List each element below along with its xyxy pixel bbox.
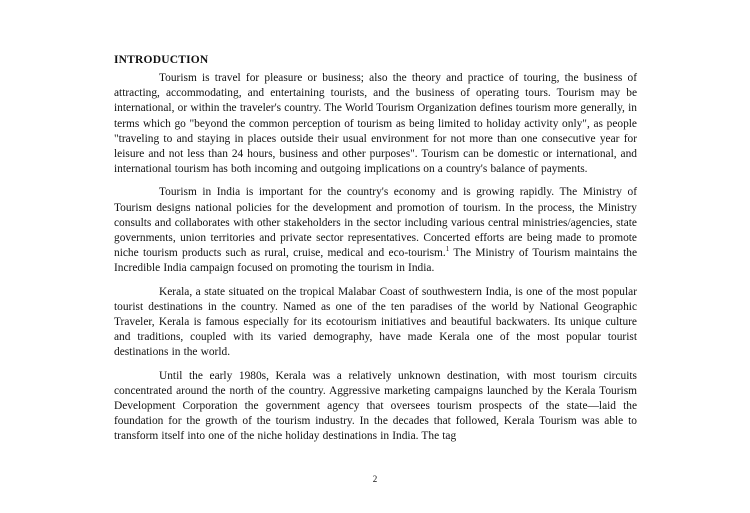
section-heading: INTRODUCTION [114,54,209,66]
paragraph-text: Tourism in India is important for the country's economy and is growing rapidly. The Ministry of Tourism designs national policies for the development and promotion of tourism. In the process, the Ministry consults and collaborates with other stakeholders in the sector including various central ministries/agencies, state governments, union territories and private sector representatives. Concerted efforts are being made to promote niche tourism products such as rural, cruise, medical and eco-tourism. [114,186,637,260]
paragraph-tourism-definition: Tourism is travel for pleasure or business; also the theory and practice of touring, the business of attracting, accommodating, and entertaining tourists, and the business of operating tours. Tourism may be international, or within the traveler's country. The World Tourism Organization defines tourism more generally, in terms which go "beyond the common perception of tourism as being limited to holiday activity only", as people "traveling to and staying in places outside their usual environment for not more than one consecutive year for leisure and not less than 24 hours, business and other purposes". Tourism can be domestic or international, and international tourism has both incoming and outgoing implications on a country's balance of payments. [114,72,637,176]
paragraph-text-continued: The Ministry of Tourism maintains the Incredible India campaign focused on promoting the tourism in India. [114,247,637,275]
page-body [114,53,637,453]
paragraph-kerala: Kerala, a state situated on the tropical Malabar Coast of southwestern India, is one of the most popular tourist destinations in the country. Named as one of the ten paradises of the world by National Geographic Traveler, Kerala is famous especially for its ecotourism initiatives and beautiful backwaters. Its unique culture and traditions, coupled with its varied demography, have made Kerala one of the most popular tourist destinations in the world. [114,285,637,359]
paragraph-tourism-india [114,185,637,276]
paragraph-kerala-history: Until the early 1980s, Kerala was a relatively unknown destination, with most tourism circuits concentrated around the north of the country. Aggressive marketing campaigns launched by the Kerala Tourism Development Corporation the government agency that oversees tourism prospects of the state—laid the foundation for the growth of the tourism industry. In the decades that followed, Kerala Tourism was able to transform itself into one of the niche holiday destinations in India. The tag [114,369,637,443]
page-number: 2 [372,474,378,484]
footnote-marker: 1 [445,245,450,254]
